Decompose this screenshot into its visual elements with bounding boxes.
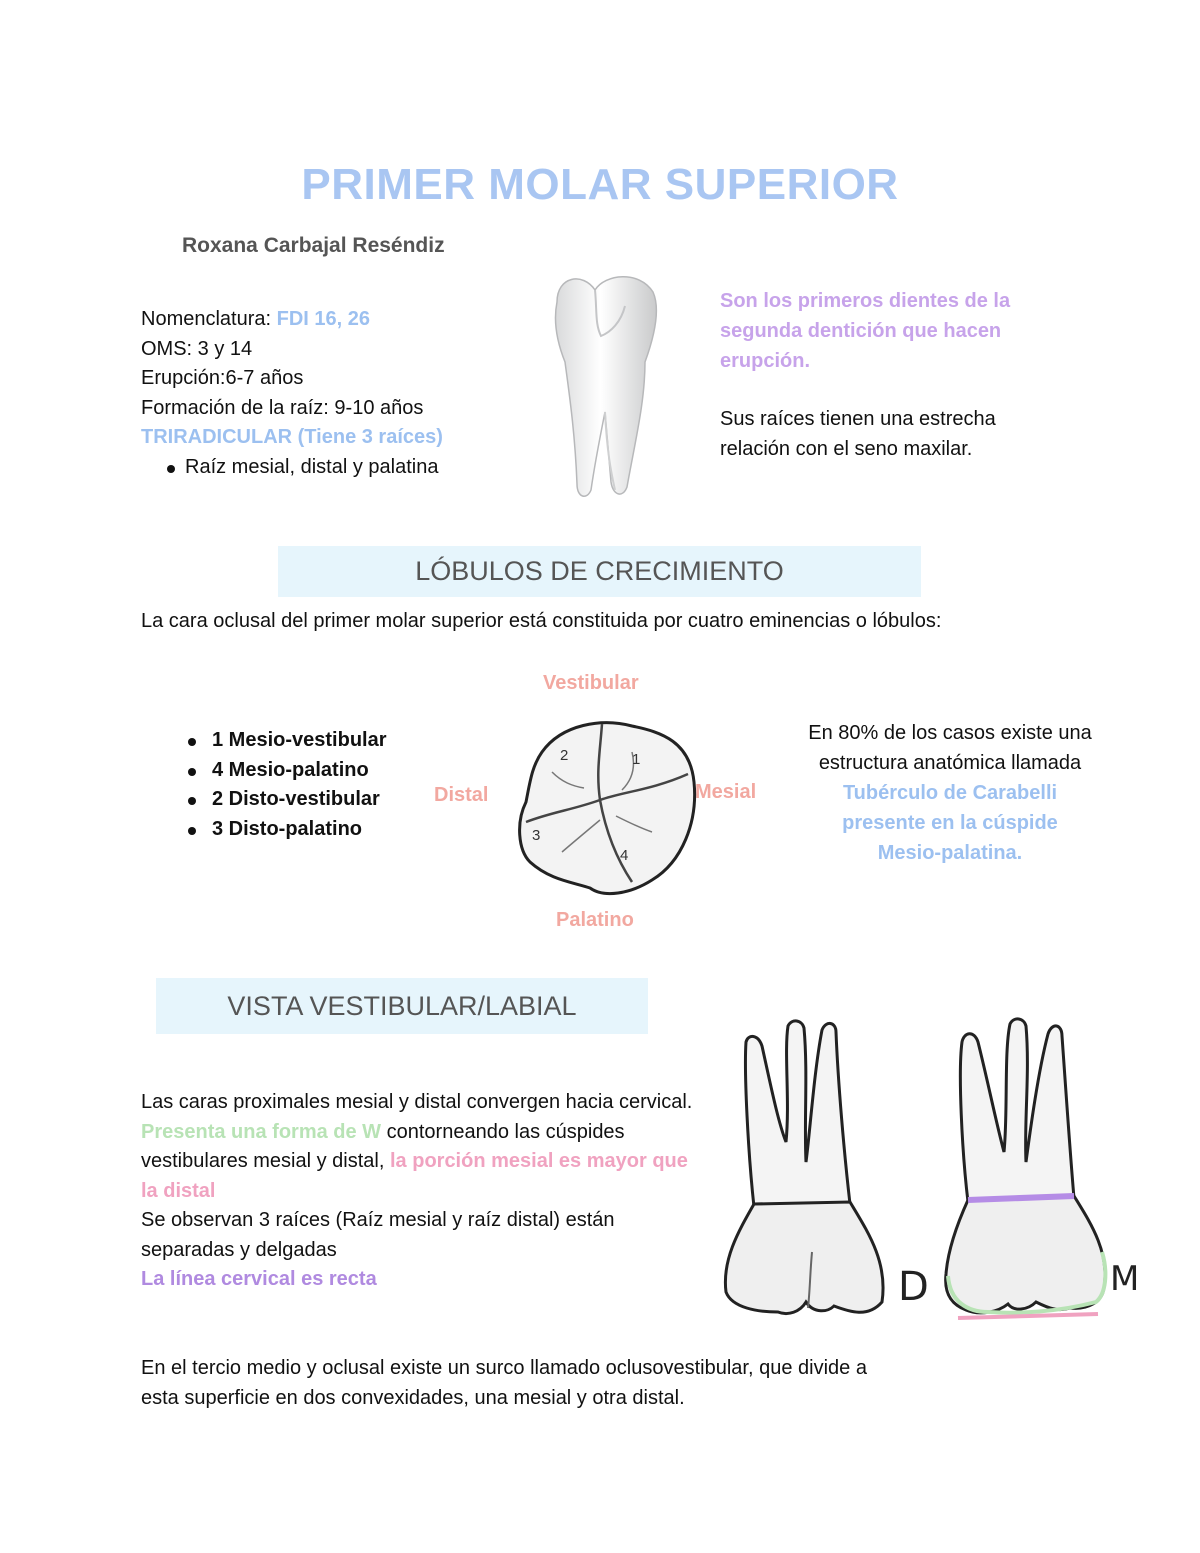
w-shape-paragraph [141,1118,701,1207]
list-item: 4 Mesio-palatino [186,756,387,786]
page-title: PRIMER MOLAR SUPERIOR [301,160,899,209]
carabelli-highlight: Tubérculo de Carabelli presente en la cúspide Mesio-palatina. [842,782,1058,864]
sinus-relation-text: Sus raíces tienen una estrecha relación con el seno maxilar. [720,408,996,460]
lobulos-intro: La cara oclusal del primer molar superior está constituida por cuatro eminencias o lóbulos: [141,610,942,632]
eruption-line: Erupción:6-7 años [141,367,304,389]
label-vestibular: Vestibular [543,672,639,694]
vestibular-description [141,1088,701,1295]
vestibular-view-diagram [718,1012,1158,1332]
cusp-number-3: 3 [532,827,541,844]
cusp-number-1: 1 [632,751,641,768]
oclusovestibular-paragraph: En el tercio medio y oclusal existe un surco llamado oclusovestibular, que divide a esta superficie en dos convexidades, una mesial y otra distal. [141,1357,867,1409]
cusp-number-4: 4 [620,847,629,864]
roots-bullet [141,453,443,483]
section-heading-lobulos: LÓBULOS DE CRECIMIENTO [278,546,921,597]
nomenclature-line [141,305,443,335]
cervical-line-highlight: La línea cervical es recta [141,1268,377,1290]
tooth-drawing-right [946,1019,1106,1318]
eruption-note [720,286,1060,464]
w-shape-text: contorneando las cúspides vestibulares mesial y distal, [141,1120,625,1172]
nomenclature-label: Nomenclatura: [141,308,277,330]
section-heading-vestibular: VISTA VESTIBULAR/LABIAL [156,978,648,1034]
proximal-convergence-text: Las caras proximales mesial y distal convergen hacia cervical. [141,1091,693,1113]
oms-line: OMS: 3 y 14 [141,337,253,360]
tooth-drawing-left [725,1021,883,1314]
occlusal-view-diagram [512,712,702,902]
mesial-portion-highlight: la porción mesial es mayor que la distal [141,1150,688,1202]
list-item: 3 Disto-palatino [186,815,387,845]
author-name: Roxana Carbajal Reséndiz [182,234,445,257]
label-distal: Distal [434,784,489,806]
molar-lateral-image [535,262,675,507]
roots-bullet-text: Raíz mesial, distal y palatina [185,455,439,478]
list-item: 1 Mesio-vestibular [186,726,387,756]
label-m: M [1110,1259,1140,1299]
label-palatino: Palatino [556,909,634,931]
carabelli-text: En 80% de los casos existe una estructura anatómica llamada [808,722,1092,774]
cusp-number-2: 2 [560,747,569,764]
list-item: 2 Disto-vestibular [186,785,387,815]
nomenclature-value: FDI 16, 26 [276,308,371,330]
tooth-info [141,305,443,482]
eruption-highlight: Son los primeros dientes de la segunda dentición que hacen erupción. [720,290,1011,372]
triradicular-line: TRIRADICULAR (Tiene 3 raíces) [141,426,443,448]
label-mesial: Mesial [695,781,757,803]
carabelli-note [790,718,1110,868]
root-formation-line: Formación de la raíz: 9-10 años [141,396,424,419]
roots-observation-text: Se observan 3 raíces (Raíz mesial y raíz distal) están separadas y delgadas [141,1209,615,1261]
w-shape-highlight: Presenta una forma de W [141,1120,382,1143]
lobes-list [186,726,387,844]
label-d: D [898,1264,929,1310]
